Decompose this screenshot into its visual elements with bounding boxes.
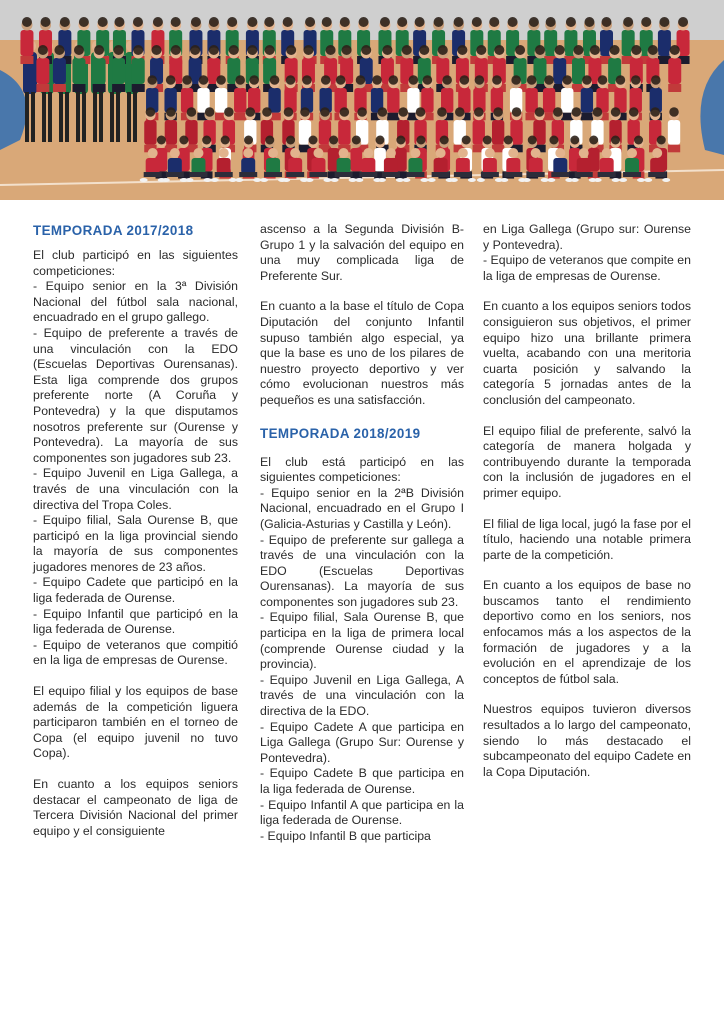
- paragraph: El filial de liga local, jugó la fase por el título, haciendo una notable primera parte de la competición.: [483, 516, 691, 562]
- paragraph: En cuanto a los equipos seniors todos consiguieron sus objetivos, el primer equipo hizo una brillante primera vuelta, acabando con una meritoria cuarta posición y salvando la categoría 5 jornadas antes de la conclusión del campeonato.: [483, 299, 691, 407]
- column-1: [33, 222, 238, 839]
- paragraph: El equipo filial de preferente, salvó la categoría de manera holgada y contribuyendo durante la temporada con la inclusión de jugadores en el primer equipo.: [483, 423, 691, 500]
- paragraph: El equipo filial y los equipos de base además de la competición liguera participaron también en el torneo de Copa (el equipo juvenil no tuvo Copa).: [33, 684, 238, 761]
- column-3: [483, 222, 691, 780]
- team-photo-illustration: [0, 0, 724, 200]
- season-2017-2018-heading: TEMPORADA 2017/2018: [33, 223, 194, 238]
- paragraph: El club está participó en las siguientes competiciones: - Equipo senior en la 2ªB División Nacional, encuadrado en el Grupo I (Galicia-Asturias y Castilla y León). - Equipo de preferente sur gallega a través de una vinculación con la EDO (Escuelas Deportivas Ourensanas). La mayoría de sus componentes son jugadores sub 23. - Equipo filial, Sala Ourense B, que participa en la liga de primera local (comprende Ourense ciudad y la provincia). - Equipo Juvenil en Liga Gallega, A través de una vinculación con la directiva de la EDO. - Equipo Cadete A que participa en Liga Gallega (Grupo Sur: Ourense y Pontevedra). - Equipo Cadete B que participa en la liga federada de Ourense. - Equipo Infantil A que participa en la liga federada de Ourense. - Equipo Infantil B que participa: [260, 454, 464, 843]
- paragraph: Nuestros equipos tuvieron diversos resultados a lo largo del campeonato, siendo lo más destacado el subcampeonato del equipo Cadete en la Copa Diputación.: [483, 702, 691, 779]
- paragraph: ascenso a la Segunda División B-Grupo 1 y la salvación del equipo en una muy complicada liga de Preferente Sur.: [260, 222, 464, 283]
- paragraph: en Liga Gallega (Grupo sur: Ourense y Pontevedra). - Equipo de veteranos que compite en la liga de empresas de Ourense.: [483, 222, 691, 283]
- paragraph: En cuanto a los equipos de base no buscamos tanto el rendimiento deportivo como en los seniors, nos enfocamos más a los aspectos de la formación de jugadores y a la evolución en el aprendizaje de los conceptos de fútbol sala.: [483, 578, 691, 686]
- paragraph: En cuanto a la base el título de Copa Diputación del conjunto Infantil supuso también algo especial, ya que la base es uno de los pilares de nuestro proyecto deportivo y ver cómo evolucionan nuestros más pequeños es una satisfacción.: [260, 299, 464, 407]
- paragraph: El club participó en las siguientes competiciones: - Equipo senior en la 3ª División Nacional del fútbol sala nacional, encuadrado en el grupo gallego. - Equipo de preferente a través de una vinculación con la EDO (Escuelas Deportivas Ourensanas). Esta liga comprende dos grupos preferente norte (A Coruña y Pontevedra) y la que disputamos nosotros preferente sur (Ourense y Pontevedra). La mayoría de sus componentes son jugadores sub 23. - Equipo Juvenil en Liga Gallega, a través de una vinculación con la directiva del Tropa Coles. - Equipo filial, Sala Ourense B, que participó en la liga provincial siendo la mayoría de sus componentes jugadores menores de 23 años. - Equipo Cadete que participó en la liga federada de Ourense. - Equipo Infantil que participó en la liga federada de Ourense. - Equipo de veteranos que compitió en la liga de empresas de Ourense.: [33, 248, 238, 668]
- season-2018-2019-heading: TEMPORADA 2018/2019: [260, 425, 421, 441]
- column-2: [260, 222, 464, 844]
- paragraph: En cuanto a los equipos seniors destacar el campeonato de liga de Tercera División Nacional del primer equipo y el consiguiente: [33, 777, 238, 838]
- team-photo: [0, 0, 724, 200]
